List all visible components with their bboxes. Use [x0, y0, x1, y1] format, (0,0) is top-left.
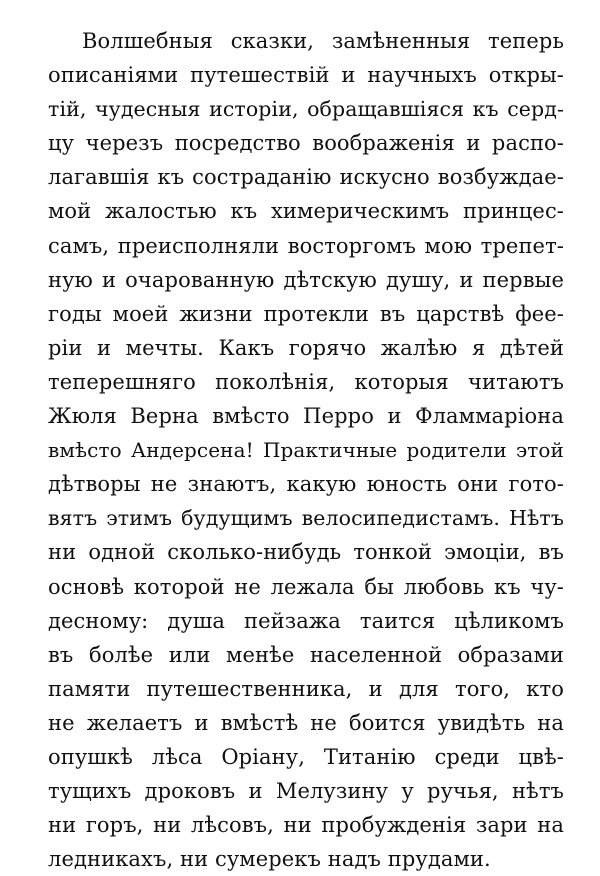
paragraph — [48, 24, 564, 876]
text-line: годы моей жизни протекли въ царствѣ феe- — [48, 301, 564, 326]
text-line: десному: душа пейзажа таится цѣликомъ — [48, 608, 564, 633]
text-line: памяти путешественника, и для того, кто — [48, 676, 564, 701]
text-line: тущихъ дроковъ и Мелузину у ручья, нѣтъ — [48, 779, 564, 804]
text-line: ную и очарованную дѣтскую душу, и первые — [48, 267, 564, 292]
text-line: въ болѣе или менѣе населенной образами — [48, 642, 564, 667]
text-line: Жюля Верна вмѣсто Перро и Фламмаріона — [48, 404, 564, 429]
text-line: ни одной сколько-нибудь тонкой эмоціи, въ — [48, 540, 564, 565]
text-line: Волшебныя сказки, замѣненныя теперь — [82, 29, 564, 53]
text-line: описаніями путешествій и научныхъ откры- — [48, 63, 564, 88]
text-line: ледникахъ, ни сумерекъ надъ прудами. — [48, 847, 491, 872]
text-line: вмѣсто Андерсена! Практичные родители этой — [48, 438, 564, 463]
text-line: не желаетъ и вмѣстѣ не боится увидѣть на — [48, 710, 564, 735]
text-line: теперешняго поколѣнія, которыя читаютъ — [48, 369, 564, 394]
text-line: вятъ этимъ будущимъ велосипедистамъ. Нѣтъ — [48, 506, 564, 531]
text-line: опушкѣ лѣса Оріану, Титанію среди цвѣ- — [48, 744, 564, 769]
text-line: ріи и мечты. Какъ горячо жалѣю я дѣтей — [48, 335, 564, 360]
text-line: тій, чудесныя исторіи, обращавшіяся къ серд- — [48, 97, 564, 122]
text-line: ни горъ, ни лѣсовъ, ни пробужденія зари на — [48, 813, 564, 838]
text-line: самъ, преисполняли восторгомъ мою трепет- — [48, 233, 564, 258]
text-line: основѣ которой не лежала бы любовь къ чу- — [48, 574, 564, 599]
text-line: цу черезъ посредство воображенія и распо- — [48, 131, 564, 156]
text-line: мой жалостью къ химерическимъ принцес- — [48, 199, 564, 224]
text-line: дѣтворы не знаютъ, какую юность они гото- — [48, 472, 564, 497]
text-line: лагавшія къ состраданію искусно возбуждае- — [48, 165, 564, 190]
